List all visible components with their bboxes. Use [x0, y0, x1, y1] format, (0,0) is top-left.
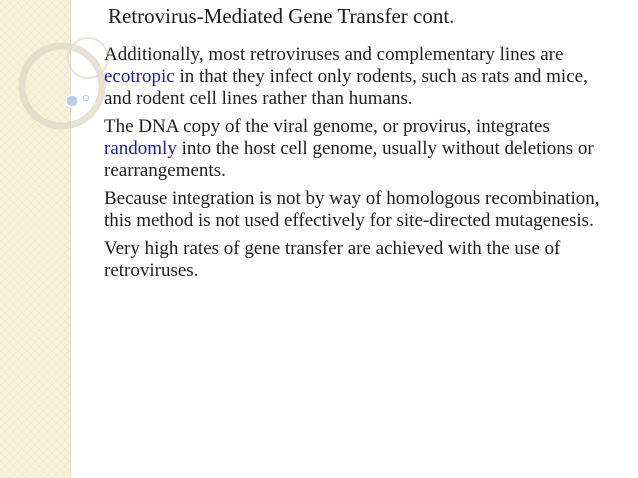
bullet-text-start: The DNA copy of the viral genome, or provirus, integrates	[104, 116, 550, 137]
bullet-list	[104, 44, 612, 288]
blue-bubble-decoration	[66, 95, 78, 107]
bullet-homologous: Because integration is not by way of homologous recombination, this method is not used effectively for site-directed mutagenesis.	[104, 188, 600, 231]
bullet-provirus	[104, 116, 612, 182]
bullet-text-end: into the host cell genome, usually without deletions or rearrangements.	[104, 138, 594, 181]
highlight-ecotropic: ecotropic	[104, 66, 175, 87]
bullet-ecotropic	[104, 44, 612, 110]
tiny-bubble-decoration	[83, 95, 88, 100]
large-ring-decoration	[22, 46, 102, 126]
bullet-text-end: in that they infect only rodents, such as rats and mice, and rodent cell lines rather than humans.	[104, 66, 588, 109]
bullet-text-start: Additionally, most retroviruses and complementary lines are	[104, 44, 564, 65]
highlight-randomly: randomly	[104, 138, 177, 159]
slide-title: Retrovirus-Mediated Gene Transfer cont.	[108, 4, 455, 28]
bullet-gene-transfer-rates: Very high rates of gene transfer are achieved with the use of retroviruses.	[104, 238, 561, 281]
